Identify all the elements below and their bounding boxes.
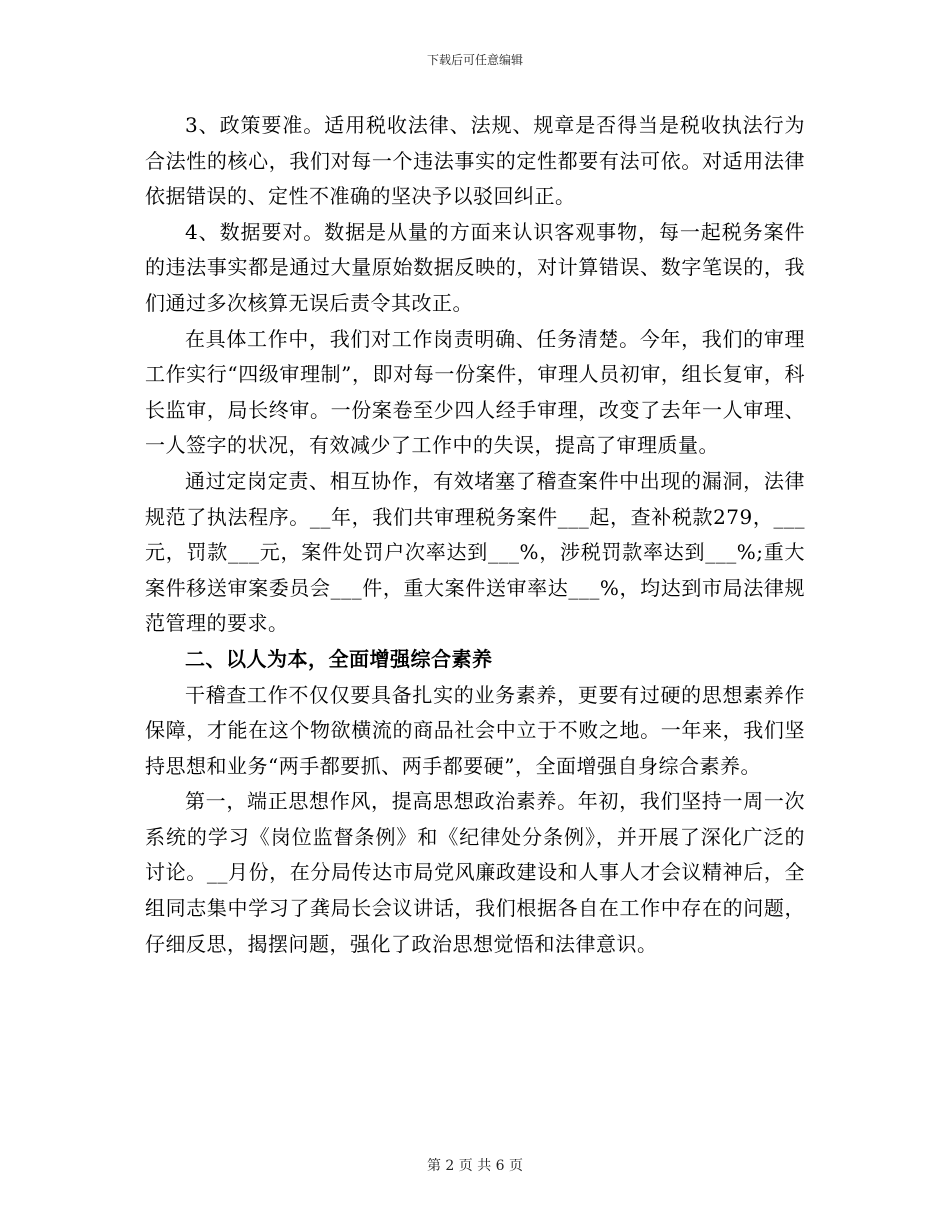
paragraph-work-responsibility: 在具体工作中，我们对工作岗责明确、任务清楚。今年，我们的审理工作实行“四级审理制”，即对每一份案件，审理人员初审，组长复审，科长监审，局长终审。一份案卷至少四人经手审理，改变了去年一人审理、一人签字的状况，有效减少了工作中的失误，提高了审理质量。: [145, 326, 805, 458]
paragraph-literacy-intro: 干稽查工作不仅仅要具备扎实的业务素养，更要有过硬的思想素养作保障，才能在这个物欲横流的商品社会中立于不败之地。一年来，我们坚持思想和业务“两手都要抓、两手都要硬”，全面增强自身综合素养。: [145, 682, 805, 778]
section-heading: 二、以人为本，全面增强综合素养: [185, 646, 493, 671]
page-header: 下载后可任意编辑: [426, 53, 523, 67]
paragraph-statistics: 通过定岗定责、相互协作，有效堵塞了稽查案件中出现的漏洞，法律规范了执法程序。__年，我们共审理税务案件___起，查补税款279，___元，罚款___元，案件处罚户次率达到___%，涉税罚款率达到___%;重大案件移送审案委员会___件，重大案件送审率达___%，均达到市局法律规范管理的要求。: [145, 468, 805, 636]
document-body: [145, 108, 805, 962]
page-footer: 第 2 页 共 6 页: [426, 1158, 524, 1174]
paragraph-policy: 3、政策要准。适用税收法律、法规、规章是否得当是税收执法行为合法性的核心，我们对每一个违法事实的定性都要有法可依。对适用法律依据错误的、定性不准确的坚决予以驳回纠正。: [145, 113, 805, 209]
paragraph-political-literacy: 第一，端正思想作风，提高思想政治素养。年初，我们坚持一周一次系统的学习《岗位监督条例》和《纪律处分条例》，并开展了深化广泛的讨论。__月份，在分局传达市局党风廉政建设和人事人才会议精神后，全组同志集中学习了龚局长会议讲话，我们根据各自在工作中存在的问题，仔细反思，揭摆问题，强化了政治思想觉悟和法律意识。: [145, 789, 805, 956]
paragraph-data: 4、数据要对。数据是从量的方面来认识客观事物，每一起税务案件的违法事实都是通过大量原始数据反映的，对计算错误、数字笔误的，我们通过多次核算无误后责令其改正。: [145, 219, 805, 315]
